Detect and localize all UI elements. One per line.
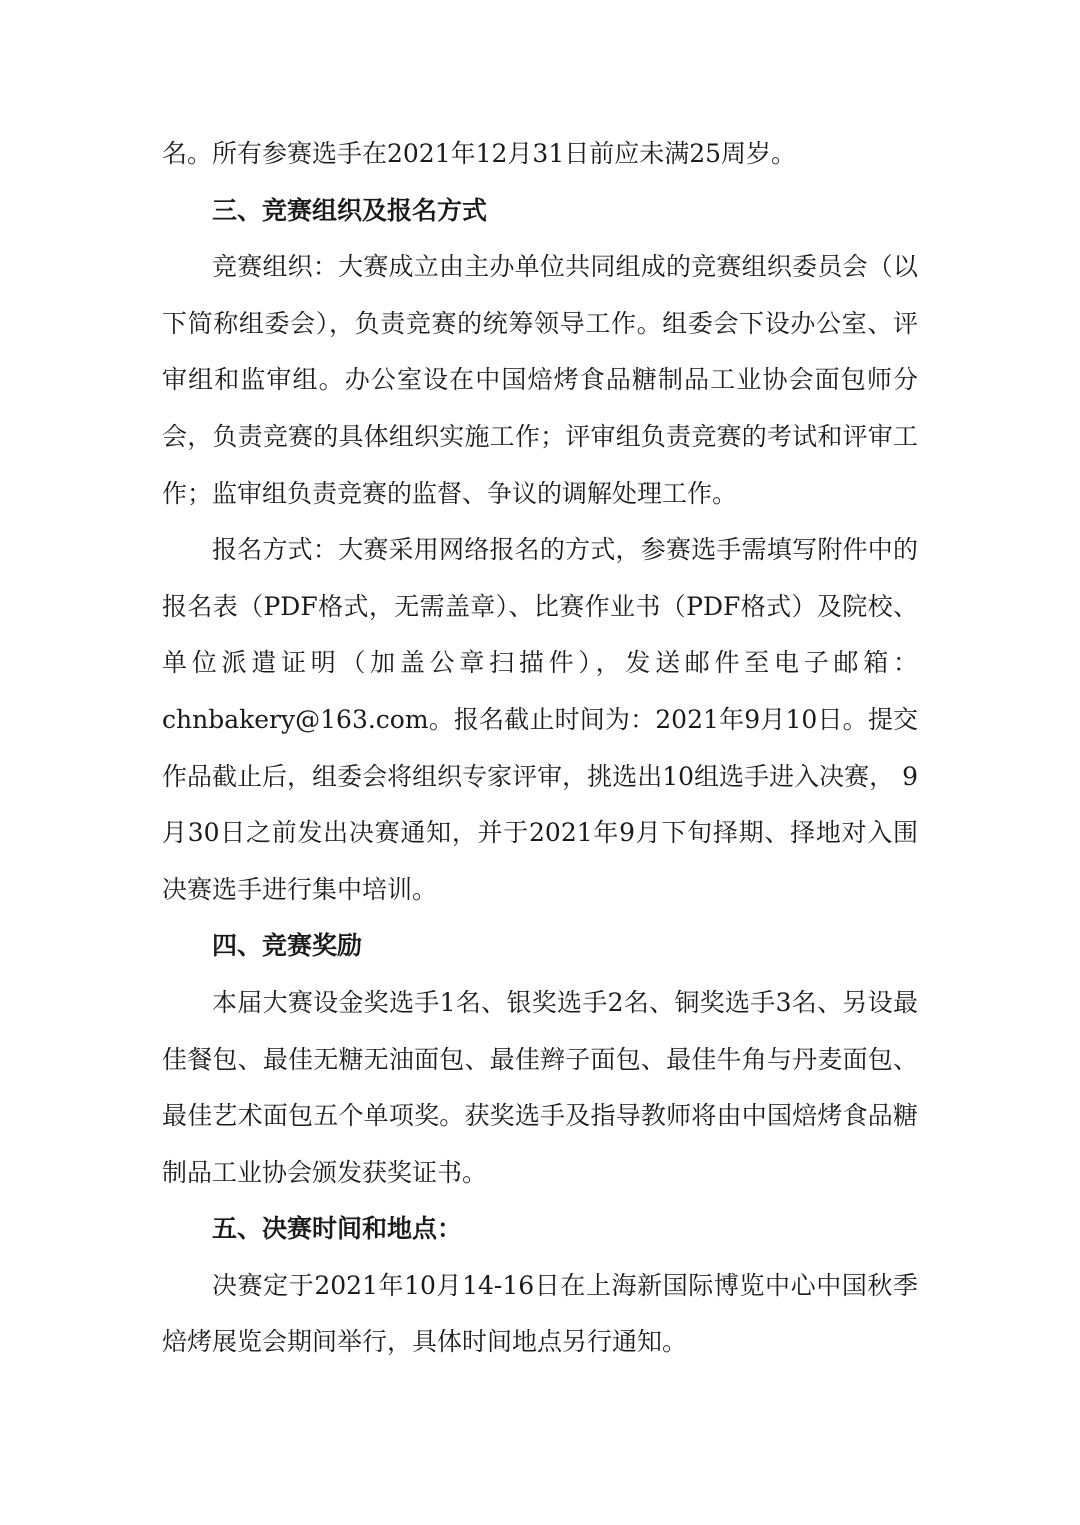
paragraph-registration-method: 报名方式：大赛采用网络报名的方式，参赛选手需填写附件中的报名表（PDF格式，无需盖章）、比赛作业书（PDF格式）及院校、单位派遣证明（加盖公章扫描件），发送邮件至电子邮箱：chnbakery@163.com。报名截止时间为：2021年9月10日。提交作品截止后，组委会将组织专家评审，挑选出10组选手进入决赛， 9月30日之前发出决赛通知，并于2021年9月下旬择期、择地对入围决赛选手进行集中培训。 (162, 535, 918, 904)
section-heading-4: 四、竞赛奖励 (212, 931, 363, 961)
paragraph-final-time-place: 决赛定于2021年10月14-16日在上海新国际博览中心中国秋季焙烤展览会期间举行，具体时间地点另行通知。 (162, 1270, 918, 1357)
section-heading-3: 三、竞赛组织及报名方式 (212, 195, 488, 225)
section-heading-5: 五、决赛时间和地点： (212, 1214, 463, 1244)
paragraph-awards: 本届大赛设金奖选手1名、银奖选手2名、铜奖选手3名、另设最佳餐包、最佳无糖无油面包、最佳辫子面包、最佳牛角与丹麦面包、最佳艺术面包五个单项奖。获奖选手及指导教师将由中国焙烤食品糖制品工业协会颁发获奖证书。 (162, 987, 918, 1187)
paragraph-competition-organization: 竞赛组织：大赛成立由主办单位共同组成的竞赛组织委员会（以下简称组委会），负责竞赛的统筹领导工作。组委会下设办公室、评审组和监审组。办公室设在中国焙烤食品糖制品工业协会面包师分会，负责竞赛的具体组织实施工作；评审组负责竞赛的考试和评审工作；监审组负责竞赛的监督、争议的调解处理工作。 (162, 252, 918, 508)
document-body (162, 126, 918, 1371)
continuation-line: 名。所有参赛选手在2021年12月31日前应未满25周岁。 (162, 139, 797, 168)
